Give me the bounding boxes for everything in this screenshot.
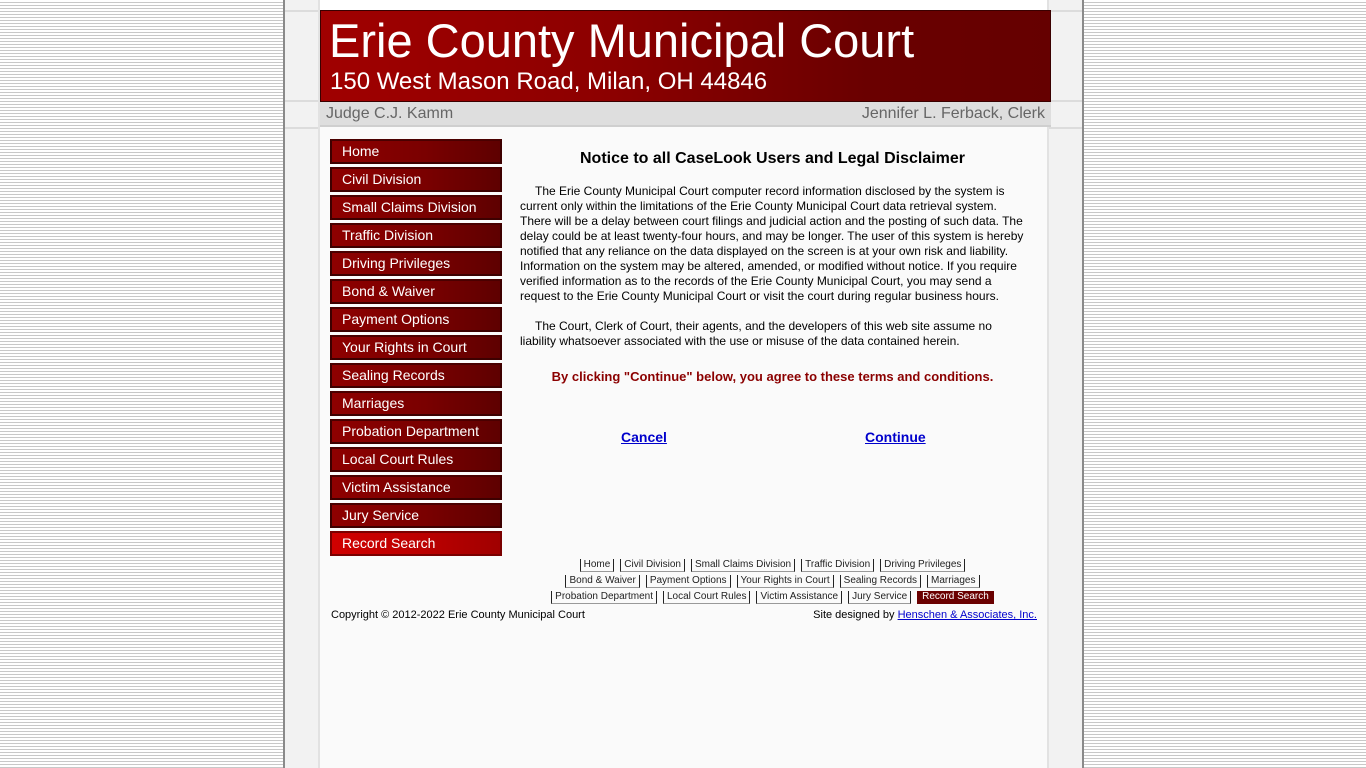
sidebar-nav bbox=[330, 139, 502, 559]
sidebar-item-local-court-rules[interactable]: Local Court Rules bbox=[330, 447, 502, 472]
page-title: Notice to all CaseLook Users and Legal Disclaimer bbox=[579, 150, 966, 167]
footer-link-your-rights[interactable]: Your Rights in Court bbox=[737, 575, 834, 588]
court-address: 150 West Mason Road, Milan, OH 44846 bbox=[330, 68, 768, 95]
sidebar-item-jury-service[interactable]: Jury Service bbox=[330, 503, 502, 528]
footer-link-sealing-records[interactable]: Sealing Records bbox=[840, 575, 921, 588]
sidebar-item-your-rights[interactable]: Your Rights in Court bbox=[330, 335, 502, 360]
liability-paragraph: The Court, Clerk of Court, their agents, and the developers of this web site assume no liability whatsoever associated with the use or misuse of the data contained herein. bbox=[520, 319, 992, 348]
sidebar-item-home[interactable]: Home bbox=[330, 139, 502, 164]
sidebar-item-driving-privileges[interactable]: Driving Privileges bbox=[330, 251, 502, 276]
footer-link-driving-privileges[interactable]: Driving Privileges bbox=[880, 559, 965, 572]
sidebar-item-payment-options[interactable]: Payment Options bbox=[330, 307, 502, 332]
page-frame bbox=[283, 0, 1084, 768]
footer-nav-row bbox=[520, 573, 1025, 589]
disclaimer-paragraph: The Erie County Municipal Court computer record information disclosed by the system is current only within the limitations of the Erie County Municipal Court data retrieval system. There will be a delay between court filings and judicial action and the posting of such data. The delay could be at least twenty-four hours, and may be longer. The user of this system is hereby notified that any reliance on the data displayed on the screen is at your own risk and liability. Information on the system may be altered, amended, or modified without notice. If you require verified information as to the records of the Erie County Municipal Court, you may send a request to the Erie County Municipal Court or visit the court during regular business hours. bbox=[520, 184, 1024, 303]
footer-link-civil-division[interactable]: Civil Division bbox=[620, 559, 685, 572]
sidebar-item-civil-division[interactable]: Civil Division bbox=[330, 167, 502, 192]
sidebar-item-victim-assistance[interactable]: Victim Assistance bbox=[330, 475, 502, 500]
sidebar-item-small-claims-division[interactable]: Small Claims Division bbox=[330, 195, 502, 220]
judge-name: Judge C.J. Kamm bbox=[326, 105, 454, 122]
footer-link-small-claims-division[interactable]: Small Claims Division bbox=[691, 559, 795, 572]
disclaimer-section bbox=[520, 139, 1025, 449]
footer-link-local-court-rules[interactable]: Local Court Rules bbox=[663, 591, 750, 604]
footer-link-jury-service[interactable]: Jury Service bbox=[848, 591, 911, 604]
disclaimer-actions bbox=[520, 429, 1025, 449]
officials-bar bbox=[320, 102, 1051, 127]
footer-link-home[interactable]: Home bbox=[580, 559, 615, 572]
footer-link-traffic-division[interactable]: Traffic Division bbox=[801, 559, 874, 572]
footer-link-marriages[interactable]: Marriages bbox=[927, 575, 979, 588]
site-title: Erie County Municipal Court bbox=[329, 14, 915, 67]
footer-nav-row bbox=[520, 589, 1025, 605]
footer-link-victim-assistance[interactable]: Victim Assistance bbox=[756, 591, 842, 604]
footer-link-probation[interactable]: Probation Department bbox=[551, 591, 657, 604]
site-banner bbox=[320, 10, 1051, 102]
footer-link-bond-waiver[interactable]: Bond & Waiver bbox=[565, 575, 639, 588]
footer-link-record-search[interactable]: Record Search bbox=[917, 591, 994, 604]
sidebar-item-probation[interactable]: Probation Department bbox=[330, 419, 502, 444]
clerk-name: Jennifer L. Ferback, Clerk bbox=[861, 105, 1045, 122]
sidebar-item-bond-waiver[interactable]: Bond & Waiver bbox=[330, 279, 502, 304]
footer-nav bbox=[520, 557, 1025, 605]
site-credit-label: Site designed by bbox=[813, 609, 895, 621]
top-strip bbox=[320, 0, 1047, 10]
cancel-link[interactable]: Cancel bbox=[621, 429, 667, 445]
sidebar-item-sealing-records[interactable]: Sealing Records bbox=[330, 363, 502, 388]
designer-link[interactable]: Henschen & Associates, Inc. bbox=[897, 609, 1037, 621]
copyright-text: Copyright © 2012-2022 Erie County Municipal Court bbox=[331, 609, 585, 621]
site-credit bbox=[813, 609, 1037, 621]
content-panel bbox=[318, 0, 1049, 768]
continue-link[interactable]: Continue bbox=[865, 429, 926, 445]
sidebar-item-traffic-division[interactable]: Traffic Division bbox=[330, 223, 502, 248]
agreement-notice: By clicking "Continue" below, you agree to these terms and conditions. bbox=[551, 369, 994, 384]
sidebar-item-marriages[interactable]: Marriages bbox=[330, 391, 502, 416]
sidebar-item-record-search[interactable]: Record Search bbox=[330, 531, 502, 556]
footer-link-payment-options[interactable]: Payment Options bbox=[646, 575, 731, 588]
footer-nav-row bbox=[520, 557, 1025, 573]
